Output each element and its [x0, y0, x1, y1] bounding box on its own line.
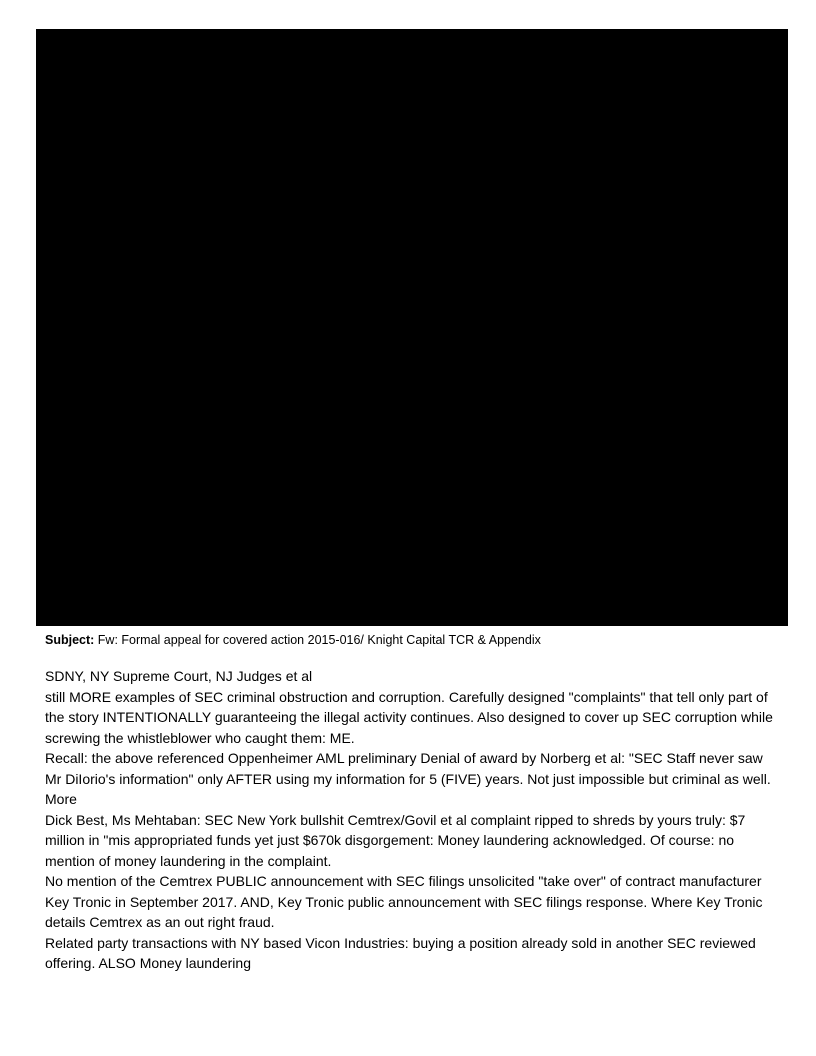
subject-label: Subject: [45, 633, 95, 647]
body-paragraph-addressees: SDNY, NY Supreme Court, NJ Judges et al [45, 668, 313, 684]
body-paragraph: Related party transactions with NY based Vicon Industries: buying a position already sold in another SEC reviewed offering. ALSO Money laundering [45, 934, 756, 971]
body-paragraph: Dick Best, Ms Mehtaban: SEC New York bullshit Cemtrex/Govil et al complaint ripped to shreds by yours truly: $7 million in "mis appropriated funds yet just $670k disgorgement: Money laundering acknowledged. Of course: no mention of money laundering in the complaint. [45, 811, 746, 869]
body-paragraph: still MORE examples of SEC criminal obstruction and corruption. Carefully designed "complaints" that tell only part of the story INTENTIONALLY guaranteeing the illegal activity continues. Also designed to cover up SEC corruption while screwing the whistleblower who caught them: ME. [45, 688, 773, 746]
redacted-header-block [36, 29, 788, 626]
subject-value: Fw: Formal appeal for covered action 2015-016/ Knight Capital TCR & Appendix [97, 633, 541, 647]
email-body [45, 666, 775, 974]
body-paragraph: More [45, 791, 77, 807]
body-paragraph: Recall: the above referenced Oppenheimer AML preliminary Denial of award by Norberg et al: "SEC Staff never saw Mr DiIorio's information" only AFTER using my information for 5 (FIVE) years. Not just impossible but criminal as well. [45, 750, 771, 787]
email-subject-line [45, 632, 785, 648]
body-paragraph: No mention of the Cemtrex PUBLIC announcement with SEC filings unsolicited "take over" of contract manufacturer Key Tronic in September 2017. AND, Key Tronic public announcement with SEC filings response. Where Key Tronic details Cemtrex as an out right fraud. [45, 873, 763, 930]
